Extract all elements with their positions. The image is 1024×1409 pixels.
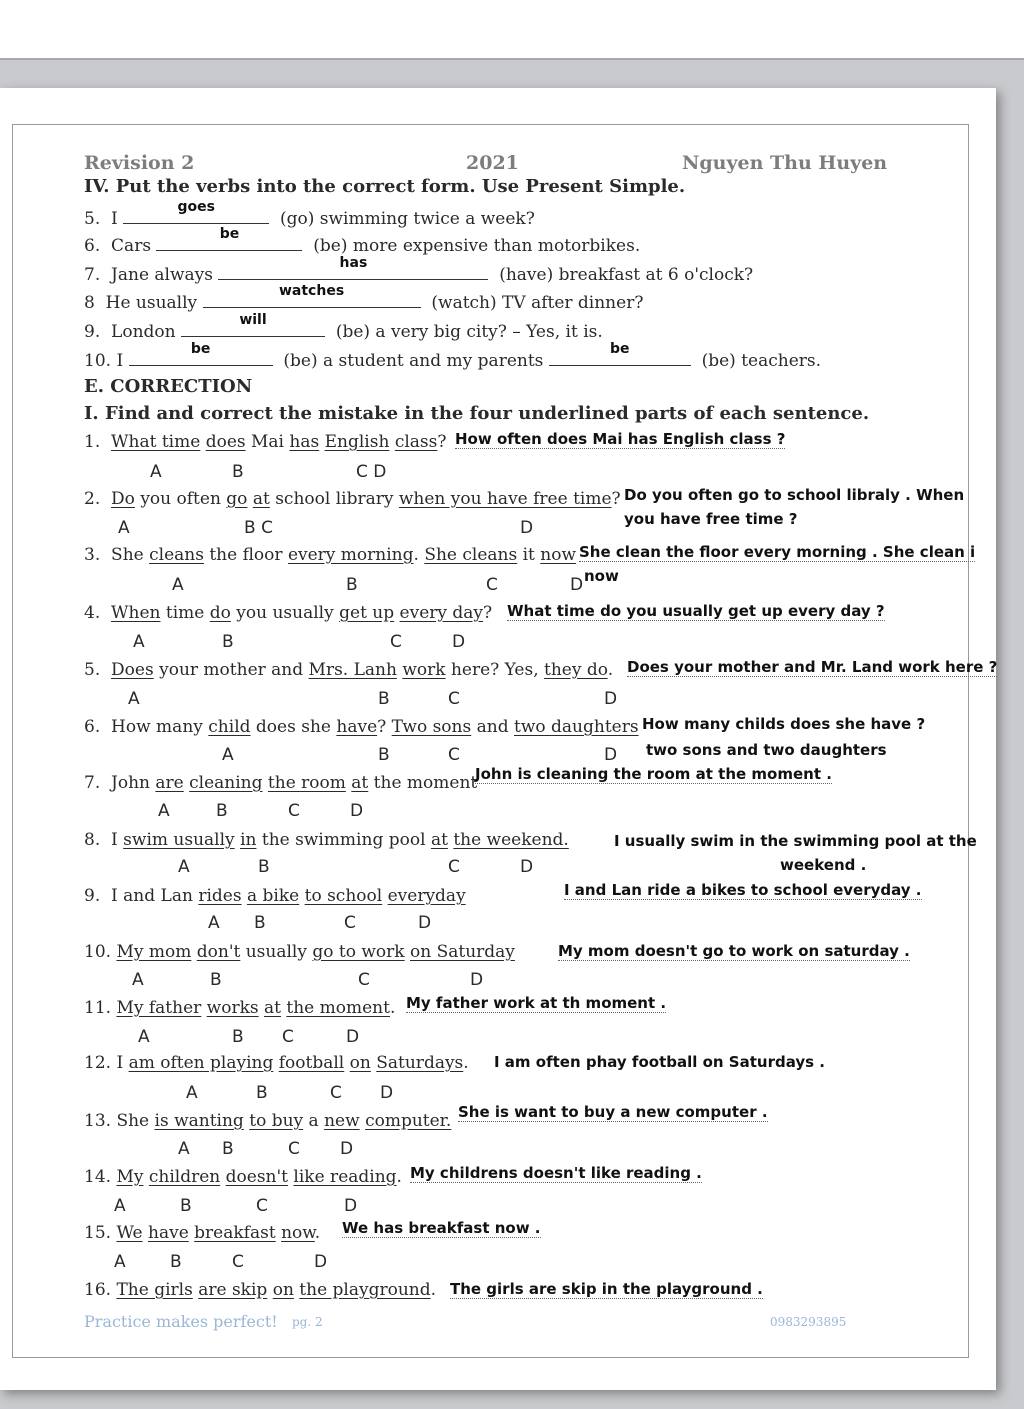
option-a: A: [208, 913, 220, 933]
answer-3-line1: She clean the floor every morning . She clean i: [579, 543, 976, 561]
option-c: C: [448, 745, 460, 765]
verb-item-6: 6. Cars be (be) more expensive than motorbikes.: [84, 226, 641, 256]
question-2: 2. Do you often go at school library when you have free time?: [84, 489, 621, 509]
option-b: B: [232, 1027, 244, 1047]
verb-item-5: 5. I goes (go) swimming twice a week?: [84, 199, 535, 229]
option-b: B: [232, 462, 244, 482]
option-b: B: [256, 1083, 268, 1103]
option-d: D: [452, 632, 466, 652]
question-10: 10. My mom don't usually go to work on Saturday: [84, 942, 515, 962]
option-c: C: [344, 913, 356, 933]
option-c: C: [282, 1027, 294, 1047]
option-bc: B C: [244, 518, 273, 538]
question-13: 13. She is wanting to buy a new computer.: [84, 1111, 452, 1131]
question-6: 6. How many child does she have? Two sons and two daughters: [84, 717, 639, 737]
option-a: A: [138, 1027, 150, 1047]
option-c: C: [448, 857, 460, 877]
option-b: B: [170, 1252, 182, 1272]
question-4: 4. When time do you usually get up every day?: [84, 603, 493, 623]
option-d: D: [520, 518, 534, 538]
verb-item-8: 8 He usually watches (watch) TV after dinner?: [84, 283, 644, 313]
option-d: D: [340, 1139, 354, 1159]
answer-text: be: [219, 226, 240, 242]
option-a: A: [118, 518, 130, 538]
option-a: A: [133, 632, 145, 652]
option-a: A: [172, 575, 184, 595]
question-8: 8. I swim usually in the swimming pool at the weekend.: [84, 830, 569, 850]
option-c: C: [330, 1083, 342, 1103]
answer-6-line2: two sons and two daughters: [646, 741, 887, 759]
answer-9: I and Lan ride a bikes to school everyday .: [564, 881, 922, 899]
question-16: 16. The girls are skip on the playground.: [84, 1280, 437, 1300]
toolbar-divider: [0, 58, 1024, 60]
answer-4: What time do you usually get up every day ?: [507, 602, 885, 620]
verb-item-7: 7. Jane always has (have) breakfast at 6 o'clock?: [84, 255, 754, 285]
page-number: pg. 2: [292, 1315, 323, 1329]
option-b: B: [210, 970, 222, 990]
option-b: B: [216, 801, 228, 821]
option-b: B: [378, 689, 390, 709]
question-14: 14. My children doesn't like reading.: [84, 1167, 402, 1187]
option-d: D: [520, 857, 534, 877]
answer-13: She is want to buy a new computer .: [458, 1103, 768, 1121]
option-c: C: [448, 689, 460, 709]
option-d: D: [570, 575, 584, 595]
answer-text: be: [190, 341, 211, 357]
option-a: A: [114, 1196, 126, 1216]
answer-text: will: [239, 312, 267, 328]
option-b: B: [180, 1196, 192, 1216]
option-b: B: [378, 745, 390, 765]
question-3: 3. She cleans the floor every morning. She cleans it now: [84, 545, 577, 565]
question-15: 15. We have breakfast now.: [84, 1223, 321, 1243]
option-a: A: [150, 462, 162, 482]
option-a: A: [222, 745, 234, 765]
question-1: 1. What time does Mai has English class?: [84, 432, 447, 452]
answer-15: We has breakfast now .: [342, 1219, 541, 1237]
answer-10: My mom doesn't go to work on saturday .: [558, 942, 910, 960]
option-b: B: [222, 1139, 234, 1159]
option-d: D: [344, 1196, 358, 1216]
answer-text: be: [610, 341, 630, 357]
option-c: C: [256, 1196, 268, 1216]
question-12: 12. I am often playing football on Saturdays.: [84, 1053, 469, 1073]
answer-16: The girls are skip in the playground .: [450, 1280, 763, 1298]
footer-motto: Practice makes perfect!: [84, 1312, 278, 1331]
option-a: A: [114, 1252, 126, 1272]
answer-7: John is cleaning the room at the moment .: [475, 765, 832, 783]
option-c: C: [288, 801, 300, 821]
answer-8-line2: weekend .: [780, 856, 867, 874]
phone-number: 0983293895: [770, 1315, 847, 1329]
option-c: C: [358, 970, 370, 990]
option-a: A: [132, 970, 144, 990]
option-a: A: [158, 801, 170, 821]
option-d: D: [350, 801, 364, 821]
section-iv-title: IV. Put the verbs into the correct form. Use Present Simple.: [84, 176, 686, 197]
answer-2-line1: Do you often go to school libraly . When: [624, 486, 965, 504]
author-name: Nguyen Thu Huyen: [682, 152, 888, 174]
question-7: 7. John are cleaning the room at the moment: [84, 773, 478, 793]
answer-14: My childrens doesn't like reading .: [410, 1164, 702, 1182]
option-a: A: [186, 1083, 198, 1103]
option-a: A: [178, 1139, 190, 1159]
question-9: 9. I and Lan rides a bike to school everyday: [84, 886, 466, 906]
answer-text: goes: [177, 199, 215, 215]
option-cd: C D: [356, 462, 387, 482]
year-label: 2021: [466, 152, 519, 174]
answer-2-line2: you have free time ?: [624, 510, 798, 528]
option-d: D: [380, 1083, 394, 1103]
option-b: B: [222, 632, 234, 652]
answer-text: watches: [278, 283, 345, 299]
answer-3-line2: now: [584, 567, 619, 585]
correction-title: E. CORRECTION: [84, 376, 253, 397]
correction-instructions: I. Find and correct the mistake in the four underlined parts of each sentence.: [84, 403, 870, 424]
question-11: 11. My father works at the moment.: [84, 998, 396, 1018]
option-b: B: [258, 857, 270, 877]
option-d: D: [470, 970, 484, 990]
answer-8-line1: I usually swim in the swimming pool at the: [614, 832, 977, 850]
option-c: C: [232, 1252, 244, 1272]
option-a: A: [178, 857, 190, 877]
option-d: D: [604, 689, 618, 709]
revision-label: Revision 2: [84, 152, 195, 174]
answer-5: Does your mother and Mr. Land work here ?: [627, 658, 998, 676]
option-c: C: [486, 575, 498, 595]
option-d: D: [346, 1027, 360, 1047]
answer-12: I am often phay football on Saturdays .: [494, 1053, 826, 1071]
option-b: B: [346, 575, 358, 595]
answer-11: My father work at th moment .: [406, 994, 667, 1012]
answer-6-line1: How many childs does she have ?: [642, 715, 926, 733]
question-5: 5. Does your mother and Mrs. Lanh work here? Yes, they do.: [84, 660, 614, 680]
option-a: A: [128, 689, 140, 709]
option-d: D: [604, 745, 618, 765]
option-d: D: [314, 1252, 328, 1272]
answer-text: has: [339, 255, 368, 271]
option-b: B: [254, 913, 266, 933]
option-c: C: [288, 1139, 300, 1159]
verb-item-9: 9. London will (be) a very big city? – Yes, it is.: [84, 312, 603, 342]
option-d: D: [418, 913, 432, 933]
verb-item-10: 10. I be (be) a student and my parents be (be) teachers.: [84, 341, 822, 371]
answer-1: How often does Mai has English class ?: [455, 430, 786, 448]
option-c: C: [390, 632, 402, 652]
